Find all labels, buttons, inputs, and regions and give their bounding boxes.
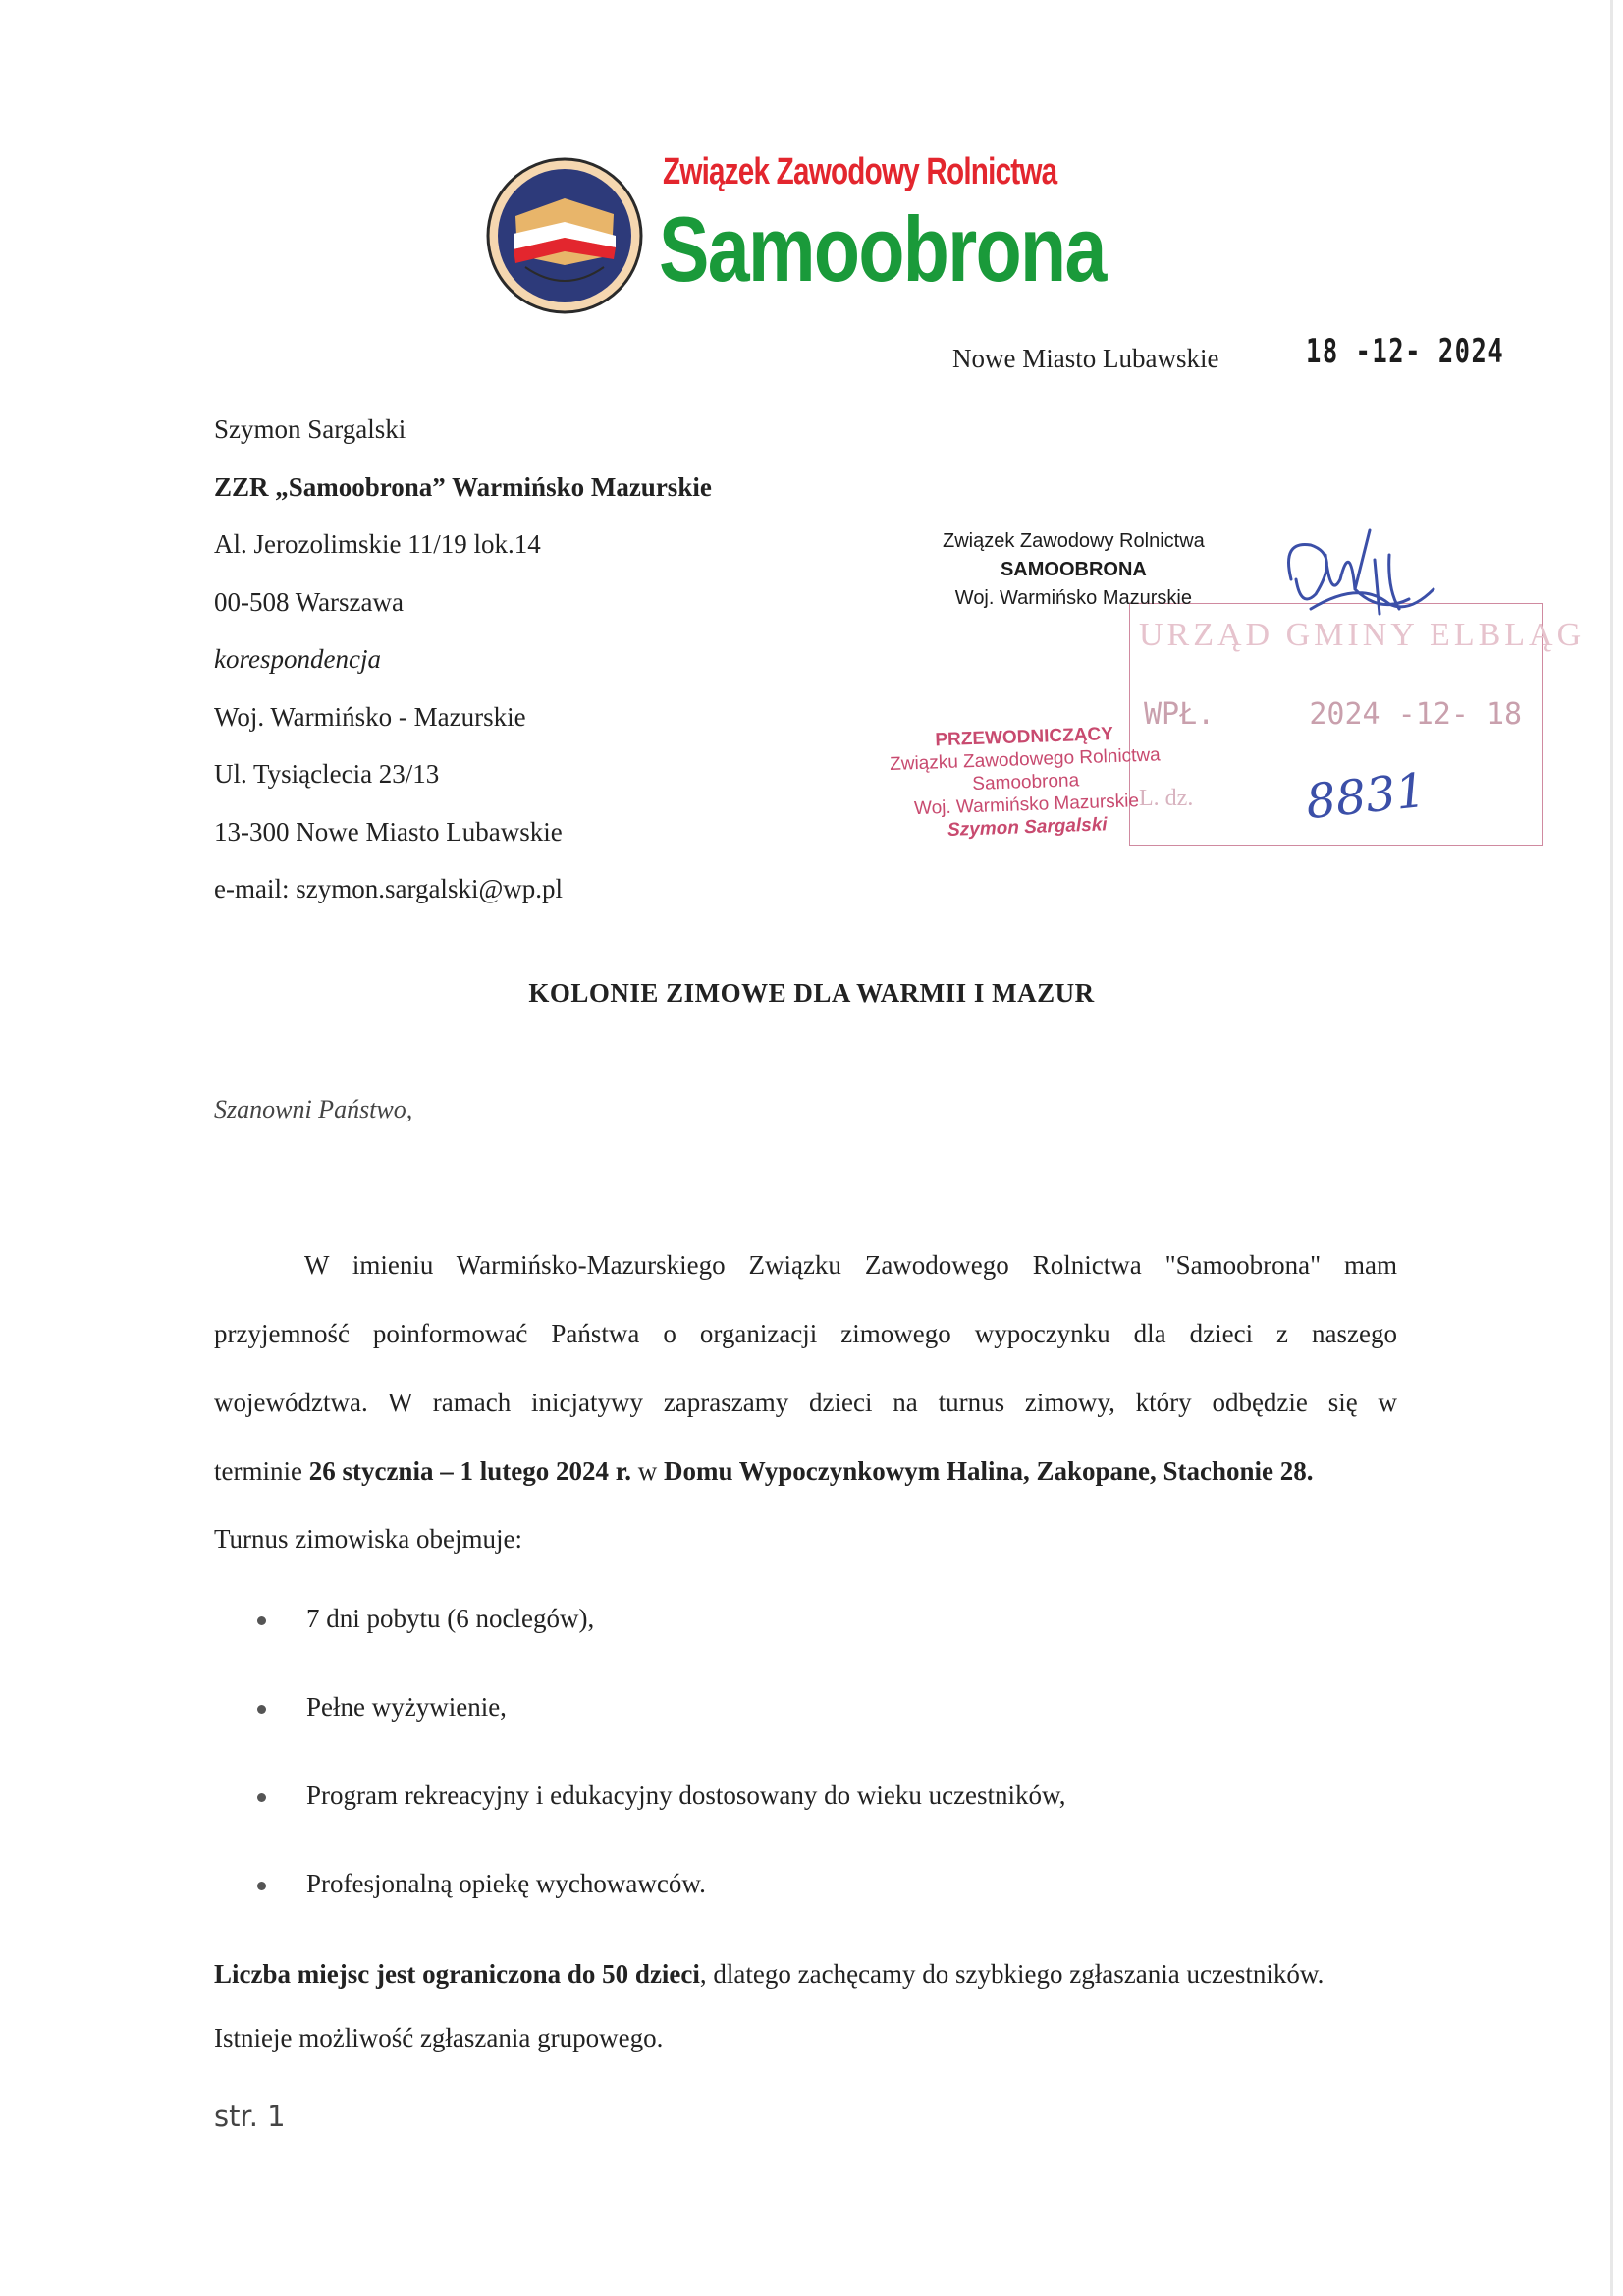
list-item-text: Program rekreacyjny i edukacyjny dostosowany do wieku uczestników, [306, 1780, 1066, 1810]
sender-address2: 00-508 Warszawa [214, 586, 405, 617]
para-line4-a: terminie [214, 1456, 309, 1486]
registry-title: URZĄD GMINY ELBLĄG [1139, 617, 1586, 653]
para-line4-venue: Domu Wypoczynkowym Halina, Zakopane, Stachonie 28. [663, 1456, 1314, 1486]
sender-region: Woj. Warmińsko - Mazurskie [214, 701, 526, 732]
page-number: str. 1 [214, 2100, 286, 2133]
sender-block [214, 401, 712, 918]
para-line4-c: w [630, 1456, 664, 1486]
para-line1: W imieniu Warmińsko-Mazurskiego Związku Zawodowego Rolnictwa "Samoobrona" mam [304, 1250, 1397, 1280]
registry-number: 8831 [1303, 762, 1429, 831]
logo-line1: Związek Zawodowy Rolnictwa [663, 151, 1057, 192]
list-item-text: Pełne wyżywienie, [306, 1692, 507, 1722]
union-logo [486, 136, 1124, 322]
scan-edge [1610, 0, 1613, 2296]
limit-rest: , dlatego zachęcamy do szybkiego zgłaszania uczestników. [699, 1959, 1325, 1989]
place: Nowe Miasto Lubawskie [952, 344, 1219, 373]
registry-dz-label: L. dz. [1139, 786, 1194, 811]
chair-stamp-line3: Samoobrona [971, 770, 1080, 795]
list-item-text: Profesjonalną opiekę wychowawców. [306, 1869, 706, 1898]
logo-line2: Samoobrona [659, 197, 1106, 301]
main-paragraph [214, 1230, 1397, 1505]
list-item-text: 7 dni pobytu (6 noclegów), [306, 1604, 595, 1633]
registry-date-value: 2024 -12- 18 [1309, 697, 1523, 732]
chair-stamp-line5: Szymon Sargalski [947, 814, 1108, 841]
samoobrona-emblem-icon [486, 157, 643, 314]
sender-email: e-mail: szymon.sargalski@wp.pl [214, 874, 564, 903]
org-stamp-line3: Woj. Warmińsko Mazurskie [954, 587, 1192, 609]
chair-stamp-line4: Woj. Warmińsko Mazurskie [913, 791, 1140, 820]
bullet-icon [257, 1793, 266, 1802]
sender-org: ZZR „Samoobrona” Warmińsko Mazurskie [214, 471, 712, 502]
signature-icon [1271, 520, 1448, 648]
para-line4-dates: 26 stycznia – 1 lutego 2024 r. [308, 1456, 631, 1486]
registry-prefix: WPŁ. [1144, 697, 1216, 732]
chair-stamp-line1: PRZEWODNICZĄCY [935, 724, 1114, 751]
includes-intro: Turnus zimowiska obejmuje: [214, 1524, 522, 1554]
limit-note [214, 1959, 1324, 1990]
sender-address1: Al. Jerozolimskie 11/19 lok.14 [214, 529, 541, 559]
group-note: Istnieje możliwość zgłaszania grupowego. [214, 2023, 664, 2052]
date-stamp: 18 -12- 2024 [1306, 332, 1505, 371]
registry-date [1144, 697, 1522, 732]
org-stamp [943, 527, 1205, 613]
chair-stamp-line2: Związku Zawodowego Rolnictwa [889, 744, 1162, 775]
sender-name: Szymon Sargalski [214, 414, 406, 444]
org-stamp-line1: Związek Zawodowy Rolnictwa [943, 530, 1205, 552]
bullet-icon [257, 1882, 266, 1890]
correspondence-label: korespondencja [214, 644, 381, 674]
sender-street: Ul. Tysiąclecia 23/13 [214, 759, 440, 789]
chair-stamp [889, 721, 1163, 844]
para-line3: województwa. W ramach inicjatywy zapraszamy dzieci na turnus zimowy, który odbędzie się w [214, 1388, 1397, 1417]
org-stamp-line2: SAMOOBRONA [1000, 559, 1147, 580]
para-line4 [214, 1437, 1397, 1505]
limit-bold: Liczba miejsc jest ograniczona do 50 dzieci [214, 1959, 700, 1989]
para-line2: przyjemność poinformować Państwa o organizacji zimowego wypoczynku dla dzieci z naszego [214, 1319, 1397, 1348]
salutation: Szanowni Państwo, [214, 1095, 413, 1123]
bullet-icon [257, 1705, 266, 1714]
document-title: KOLONIE ZIMOWE DLA WARMII I MAZUR [528, 978, 1095, 1008]
bullet-icon [257, 1616, 266, 1625]
sender-city: 13-300 Nowe Miasto Lubawskie [214, 816, 563, 847]
